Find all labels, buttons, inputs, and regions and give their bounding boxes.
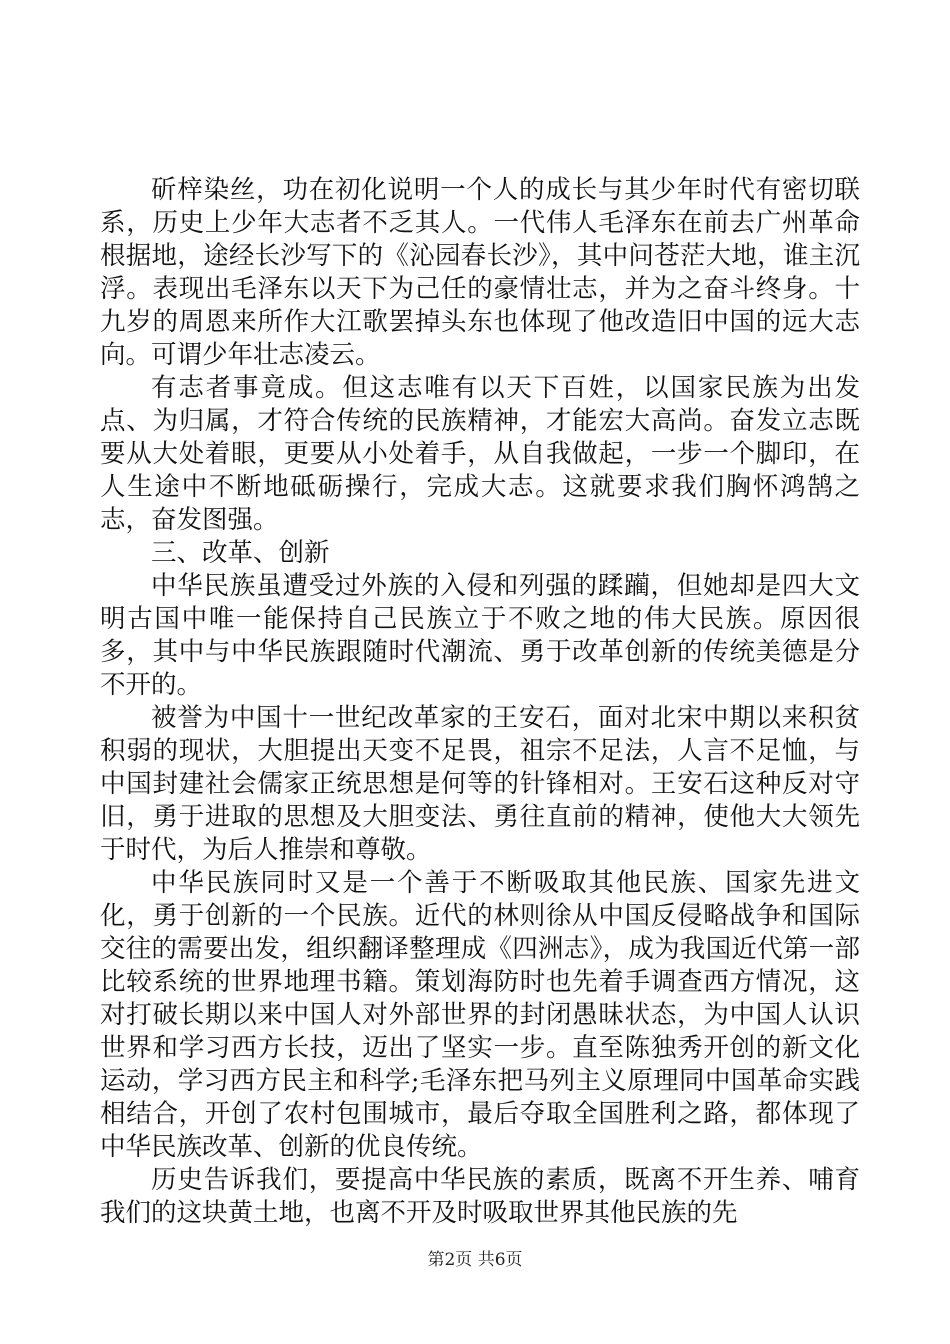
paragraph: 被誉为中国十一世纪改革家的王安石，面对北宋中期以来积贫积弱的现状，大胆提出天变不足畏，祖宗不足法，人言不足恤，与中国封建社会儒家正统思想是何等的针锋相对。王安石这种反对守旧，勇于进取的思想及大胆变法、勇往直前的精神，使他大大领先于时代，为后人推崇和尊敬。 <box>100 703 860 865</box>
page-footer: 第2页 共6页 <box>427 1250 523 1270</box>
body-text <box>100 174 860 1230</box>
section-heading: 三、改革、创新 <box>151 538 330 568</box>
paragraph: 历史告诉我们，要提高中华民族的素质，既离不开生养、哺育我们的这块黄土地，也离不开及时吸取世界其他民族的先 <box>100 1165 860 1228</box>
paragraph: 斫梓染丝，功在初化说明一个人的成长与其少年时代有密切联系，历史上少年大志者不乏其人。一代伟人毛泽东在前去广州革命根据地，途经长沙写下的《沁园春长沙》，其中问苍茫大地，谁主沉浮。表现出毛泽东以天下为己任的豪情壮志，并为之奋斗终身。十九岁的周恩来所作大江歌罢掉头东也体现了他改造旧中国的远大志向。可谓少年壮志凌云。 <box>100 175 860 370</box>
paragraph: 有志者事竟成。但这志唯有以天下百姓，以国家民族为出发点、为归属，才符合传统的民族精神，才能宏大高尚。奋发立志既要从大处着眼，更要从小处着手，从自我做起，一步一个脚印，在人生途中不断地砥砺操行，完成大志。这就要求我们胸怀鸿鹄之志，奋发图强。 <box>100 373 860 535</box>
paragraph: 中华民族虽遭受过外族的入侵和列强的蹂躏，但她却是四大文明古国中唯一能保持自己民族立于不败之地的伟大民族。原因很多，其中与中华民族跟随时代潮流、勇于改革创新的传统美德是分不开的。 <box>100 571 860 700</box>
paragraph: 中华民族同时又是一个善于不断吸取其他民族、国家先进文化，勇于创新的一个民族。近代的林则徐从中国反侵略战争和国际交往的需要出发，组织翻译整理成《四洲志》，成为我国近代第一部比较系统的世界地理书籍。策划海防时也先着手调查西方情况，这对打破长期以来中国人对外部世界的封闭愚昧状态，为中国人认识世界和学习西方长技，迈出了坚实一步。直至陈独秀开创的新文化运动，学习西方民主和科学;毛泽东把马列主义原理同中国革命实践相结合，开创了农村包围城市，最后夺取全国胜利之路，都体现了中华民族改革、创新的优良传统。 <box>100 868 860 1162</box>
